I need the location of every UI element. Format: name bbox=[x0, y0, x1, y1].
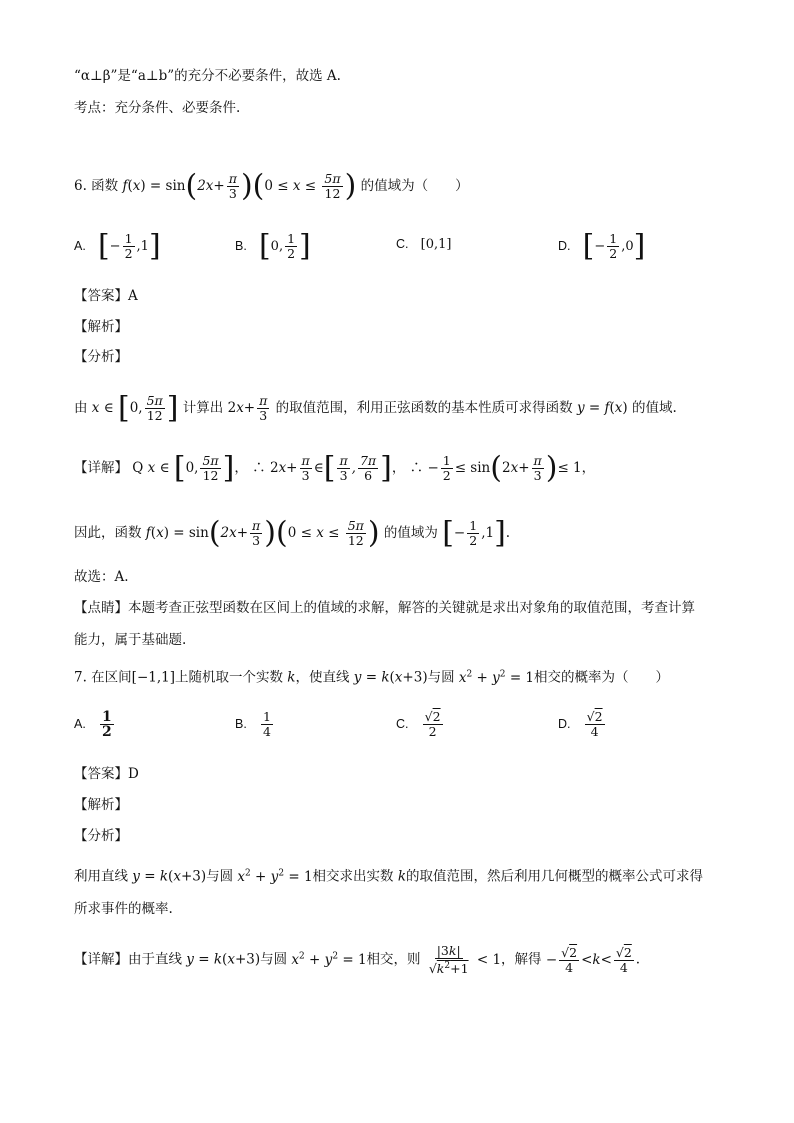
guxuan-6: 故选：A. bbox=[74, 569, 129, 585]
detail-7-text: 由于直线 bbox=[128, 951, 182, 968]
detail-tag: 【详解】 bbox=[74, 951, 128, 967]
dianjing-6 bbox=[74, 599, 695, 617]
answer-value: D bbox=[128, 766, 139, 782]
question-7-text: 上随机取一个实数 bbox=[175, 669, 283, 686]
text-line-conclusion: “α⊥β”是“a⊥b”的充分不必要条件，故选 A. bbox=[74, 68, 341, 84]
answer-6 bbox=[74, 287, 138, 305]
conclusion-6-text: 因此，函数 bbox=[74, 525, 142, 541]
choice-label: B. bbox=[235, 239, 247, 253]
choice-label: B. bbox=[235, 717, 247, 731]
question-7-text: ，使直线 bbox=[295, 669, 350, 686]
question-7-text: 相交的概率为（ ） bbox=[534, 669, 670, 686]
question-7: 7. 在区间[−1,1]上随机取一个实数 k，使直线 y = k(x+3)与圆 $x^2 + y^2 = 1$相交的概率为（ ） bbox=[74, 669, 670, 686]
choice-7-d[interactable]: D. $\frac{√2}{4}$ bbox=[558, 709, 603, 739]
dianjing-text: 本题考查正弦型函数在区间上的值域的求解，解答的关键就是求出对象角的取值范围，考查计算 bbox=[128, 600, 695, 616]
choice-label: A. bbox=[74, 239, 86, 253]
frac-5pi-12: $\frac{5\pi}{12}$ bbox=[324, 171, 341, 201]
interval: [−1,1] bbox=[131, 669, 175, 686]
choice-label: C. bbox=[396, 237, 409, 251]
dianjing-6-cont: 能力，属于基础题. bbox=[74, 632, 187, 648]
separator: ， bbox=[234, 460, 248, 476]
jiexi-7: 【解析】 bbox=[74, 797, 128, 812]
detail-7-text: 与圆 bbox=[260, 951, 288, 968]
choice-text: [0,1] bbox=[420, 237, 452, 252]
answer-7 bbox=[74, 765, 139, 783]
question-7-text: 7. 在区间 bbox=[74, 669, 132, 686]
formula-f: f(x) = sin(2x+ $\frac{\pi}{3}$ )(0 ≤ x ≤ $\frac{5\pi}{12}$ ) bbox=[122, 168, 357, 204]
analysis-6-text: 的值域. bbox=[631, 400, 677, 416]
choice-label: C. bbox=[396, 717, 409, 731]
analysis-7: 利用直线 y = k(x+3)与圆 $x^2 + y^2 = 1$相交求出实数 k的取值范围，然后利用几何概型的概率公式可求得 bbox=[74, 868, 704, 885]
analysis-6-text: 计算出 bbox=[182, 400, 224, 416]
analysis-7-text: 与圆 bbox=[206, 868, 234, 885]
detail-7-text: ，解得 bbox=[501, 951, 542, 968]
analysis-6-text: 的取值范围，利用正弦函数的基本性质可求得函数 bbox=[275, 400, 573, 416]
answer-value: A bbox=[128, 288, 138, 304]
analysis-7-text: 利用直线 bbox=[74, 868, 128, 885]
question-6-suffix: 的值域为（ ） bbox=[360, 178, 469, 194]
choice-7-c[interactable]: C. $\frac{√2}{2}$ bbox=[396, 709, 441, 739]
analysis-6: 由 x ∈ [0, $\frac{5\pi}{12}$ ] 计算出 2x+ $\frac{\pi}{3}$ 的取值范围，利用正弦函数的基本性质可求得函数 y = f(x) 的值域. bbox=[74, 390, 677, 426]
detail-6: 【详解】 Q x ∈ [0, $\frac{5\pi}{12}$ ]， ∴ 2x+ $\frac{\pi}{3}$ ∈[ $\frac{\pi}{3}$ , $\frac{7\pi}{6}$ ]， ∴ − $\frac{1}{2}$ ≤ sin(2x+ $\frac{\pi}{3}$ )≤ 1， bbox=[74, 450, 596, 486]
detail-7-text: . bbox=[635, 951, 641, 968]
jiexi-6: 【解析】 bbox=[74, 319, 128, 334]
conclusion-6-text: . bbox=[505, 525, 511, 541]
question-6-prefix: 6. 函数 bbox=[74, 178, 119, 194]
analysis-7-cont: 所求事件的概率. bbox=[74, 901, 173, 917]
detail-tag: 【详解】 bbox=[74, 460, 128, 475]
separator: ， bbox=[581, 460, 596, 476]
because-symbol: Q bbox=[132, 460, 144, 476]
fenxi-7: 【分析】 bbox=[74, 828, 128, 843]
conclusion-6: 因此，函数 f(x) = sin(2x+ $\frac{\pi}{3}$ )(0 ≤ x ≤ $\frac{5\pi}{12}$ ) 的值域为 [− $\frac{1}{2}$ ,1]. bbox=[74, 515, 511, 551]
choice-6-d[interactable]: D. [− $\frac{1}{2}$ ,0] bbox=[558, 228, 646, 264]
frac-pi-3: $\frac{\pi}{3}$ bbox=[228, 171, 237, 201]
choice-label: D. bbox=[558, 239, 571, 253]
choice-label: A. bbox=[74, 717, 86, 731]
fenxi-6: 【分析】 bbox=[74, 349, 128, 364]
question-7-text: 与圆 bbox=[427, 669, 455, 686]
separator: ， bbox=[391, 460, 406, 476]
question-6 bbox=[74, 168, 469, 204]
choice-7-b[interactable]: B. $\frac{1}{4}$ bbox=[235, 709, 271, 739]
therefore-symbol: ∴ bbox=[409, 460, 424, 476]
choice-7-a[interactable]: A. $\frac{1}{2}$ bbox=[74, 709, 112, 740]
analysis-7-text: 的取值范围，然后利用几何概型的概率公式可求得 bbox=[406, 868, 704, 885]
detail-7-text: 相交，则 bbox=[366, 951, 421, 968]
dianjing-tag: 【点睛】 bbox=[74, 600, 128, 615]
choice-6-a[interactable]: A. [− $\frac{1}{2}$ ,1] bbox=[74, 228, 161, 264]
choice-6-c[interactable] bbox=[396, 237, 451, 252]
choice-label: D. bbox=[558, 717, 571, 731]
analysis-6-text: 由 bbox=[74, 400, 88, 416]
choice-6-b[interactable]: B. [0, $\frac{1}{2}$ ] bbox=[235, 228, 311, 264]
answer-tag: 【答案】 bbox=[74, 288, 128, 303]
detail-7: 【详解】由于直线 y = k(x+3)与圆 $x^2 + y^2 = 1$相交，则 $\frac{|3k|}{√k^2+1}$ < 1，解得 − $\frac{√2}{4}$ <k< $\frac{√2}{4}$ . bbox=[74, 943, 641, 977]
conclusion-6-text: 的值域为 bbox=[383, 525, 438, 541]
therefore-symbol: ∴ bbox=[252, 460, 266, 476]
analysis-7-text: 相交求出实数 bbox=[312, 868, 394, 885]
answer-tag: 【答案】 bbox=[74, 766, 128, 781]
text-line-kaodian: 考点：充分条件、必要条件. bbox=[74, 100, 241, 116]
